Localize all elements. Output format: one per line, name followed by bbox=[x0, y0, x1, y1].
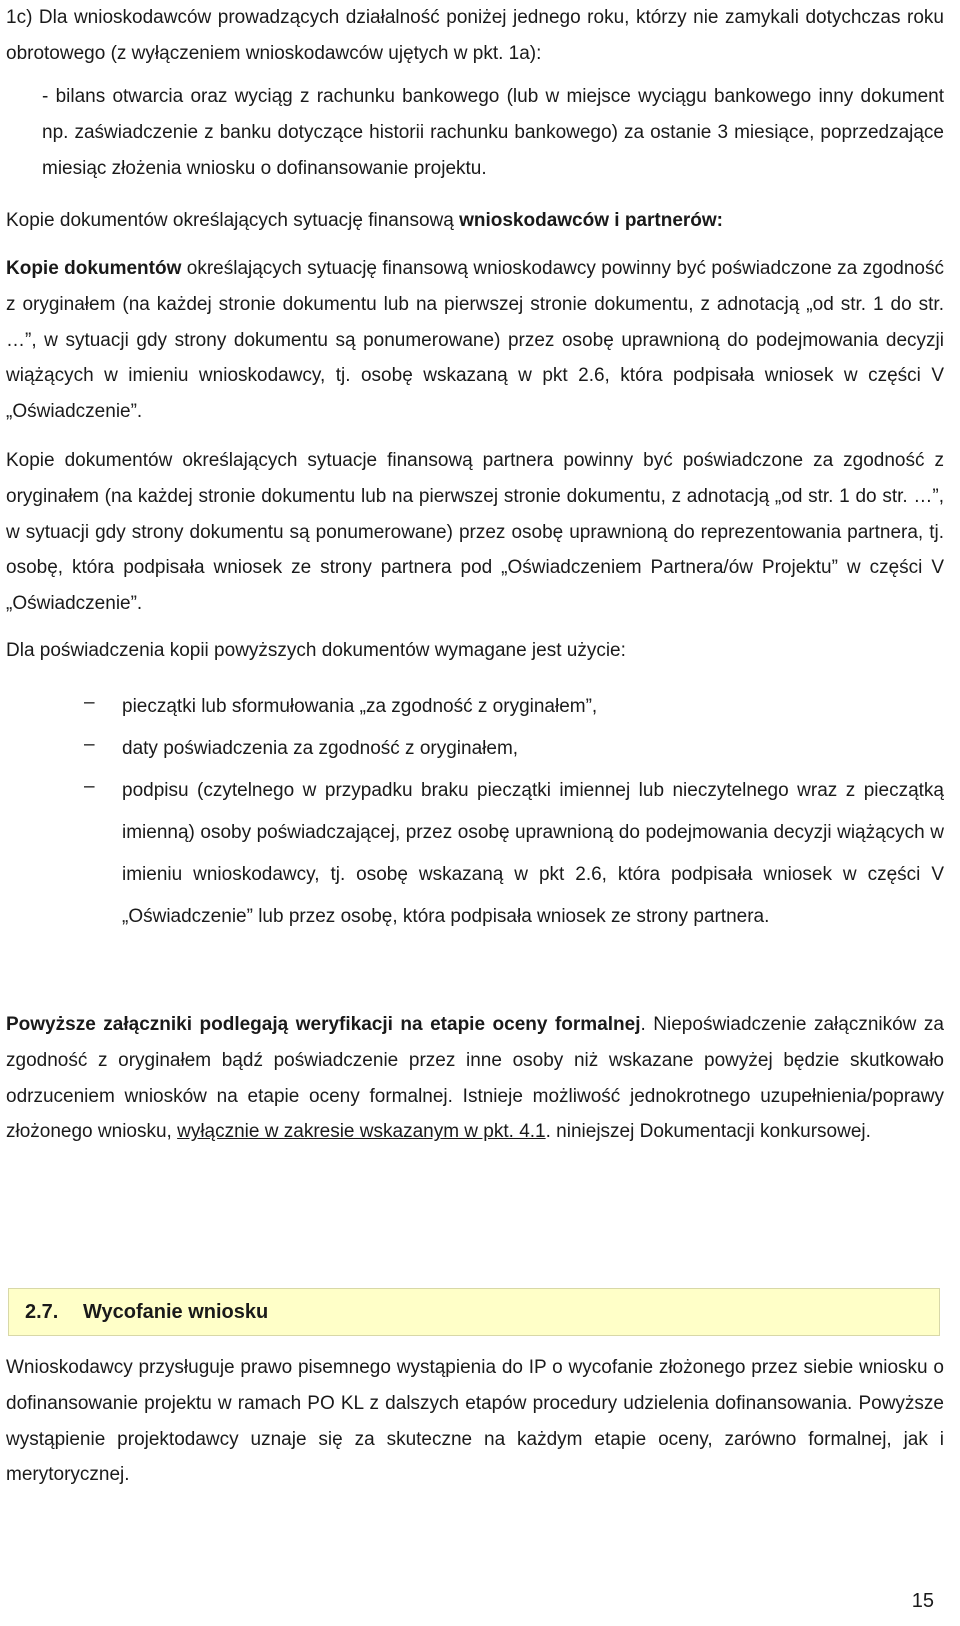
section-heading-box bbox=[8, 1288, 940, 1336]
requirement-item-1 bbox=[0, 686, 944, 728]
verification-paragraph bbox=[6, 1007, 944, 1150]
dash-bullet: – bbox=[84, 734, 95, 755]
intro-paragraph: 1c) Dla wnioskodawców prowadzących działalność poniżej jednego roku, którzy nie zamykali dotychczas roku obrotowego (z wyłączeniem wnioskodawców ujętych w pkt. 1a): bbox=[6, 7, 944, 64]
applicant-copies-paragraph bbox=[6, 251, 944, 430]
requirements-intro: Dla poświadczenia kopii powyższych dokumentów wymagane jest użycie: bbox=[6, 640, 626, 661]
applicant-copies-bold: Kopie dokumentów bbox=[6, 258, 182, 279]
verification-middle: . Niepoświadczenie załączników za zgodność z oryginałem bądź poświadczenie przez inne osoby niż wskazane powyżej będzie skutkowało odrzuceniem wniosków na etapie oceny formalnej. Istnieje możliwość jednokrotnego uzupełnienia/poprawy złożonego wniosku, bbox=[6, 1014, 944, 1143]
copies-heading-normal: Kopie dokumentów określających sytuację finansową bbox=[6, 210, 460, 231]
requirement-item-2 bbox=[0, 728, 944, 770]
verification-bold: Powyższe załączniki podlegają weryfikacji na etapie oceny formalnej bbox=[6, 1014, 641, 1035]
requirement-text-3: podpisu (czytelnego w przypadku braku pieczątki imiennej lub nieczytelnego wraz z pieczątką imienną) osoby poświadczającej, przez osobę uprawnioną do podejmowania decyzji wiążących w imieniu wnioskodawcy, tj. osobę wskazaną w pkt 2.6, która podpisała wniosek w części V „Oświadczenie” lub przez osobę, która podpisała wniosek ze strony partnera. bbox=[122, 780, 944, 927]
dash-bullet: – bbox=[84, 692, 95, 713]
requirement-text-2: daty poświadczenia za zgodność z oryginałem, bbox=[122, 738, 519, 759]
requirement-text-1: pieczątki lub sformułowania „za zgodność z oryginałem”, bbox=[122, 696, 598, 717]
partner-copies-paragraph: Kopie dokumentów określających sytuacje finansową partnera powinny być poświadczone za zgodność z oryginałem (na każdej stronie dokumentu lub na pierwszej stronie dokumentu, z adnotacją „od str. 1 do str. …”, w sytuacji gdy strony dokumentu są ponumerowane) przez osobę uprawnioną do reprezentowania partnera, tj. osobę, która podpisała wniosek ze strony partnera pod „Oświadczeniem Partnera/ów Projektu” w części V „Oświadczenie”. bbox=[6, 450, 944, 615]
section-title: Wycofanie wniosku bbox=[83, 1301, 269, 1323]
section-number: 2.7. bbox=[25, 1301, 59, 1323]
applicant-copies-text: określających sytuację finansową wnioskodawcy powinny być poświadczone za zgodność z oryginałem (na każdej stronie dokumentu lub na pierwszej stronie dokumentu, z adnotacją „od str. 1 do str. …”, w sytuacji gdy strony dokumentu są ponumerowane) przez osobę uprawnioną do podejmowania decyzji wiążących w imieniu wnioskodawcy, tj. osobę wskazaną w pkt 2.6, która podpisała wniosek w części V „Oświadczenie”. bbox=[6, 258, 944, 423]
requirement-item-3 bbox=[0, 770, 944, 980]
dash-bullet: – bbox=[84, 776, 95, 797]
verification-end: . niniejszej Dokumentacji konkursowej. bbox=[545, 1121, 871, 1143]
verification-underlined: wyłącznie w zakresie wskazanym w pkt. 4.1 bbox=[177, 1121, 546, 1143]
withdrawal-paragraph: Wnioskodawcy przysługuje prawo pisemnego wystąpienia do IP o wycofanie złożonego przez siebie wniosku o dofinansowanie projektu w ramach PO KL z dalszych etapów procedury udzielenia dofinansowania. Powyższe wystąpienie projektodawcy uznaje się za skuteczne na każdym etapie oceny, zarówno formalnej, jak i merytorycznej. bbox=[6, 1357, 944, 1486]
copies-heading-bold: wnioskodawców i partnerów: bbox=[459, 210, 723, 231]
page-number: 15 bbox=[911, 1590, 934, 1612]
copies-heading bbox=[6, 206, 944, 236]
intro-list-item: - bilans otwarcia oraz wyciąg z rachunku bankowego (lub w miejsce wyciągu bankowego inny dokument np. zaświadczenie z banku dotyczące historii rachunku bankowego) za ostanie 3 miesiące, poprzedzające miesiąc złożenia wniosku o dofinansowanie projektu. bbox=[42, 86, 944, 179]
